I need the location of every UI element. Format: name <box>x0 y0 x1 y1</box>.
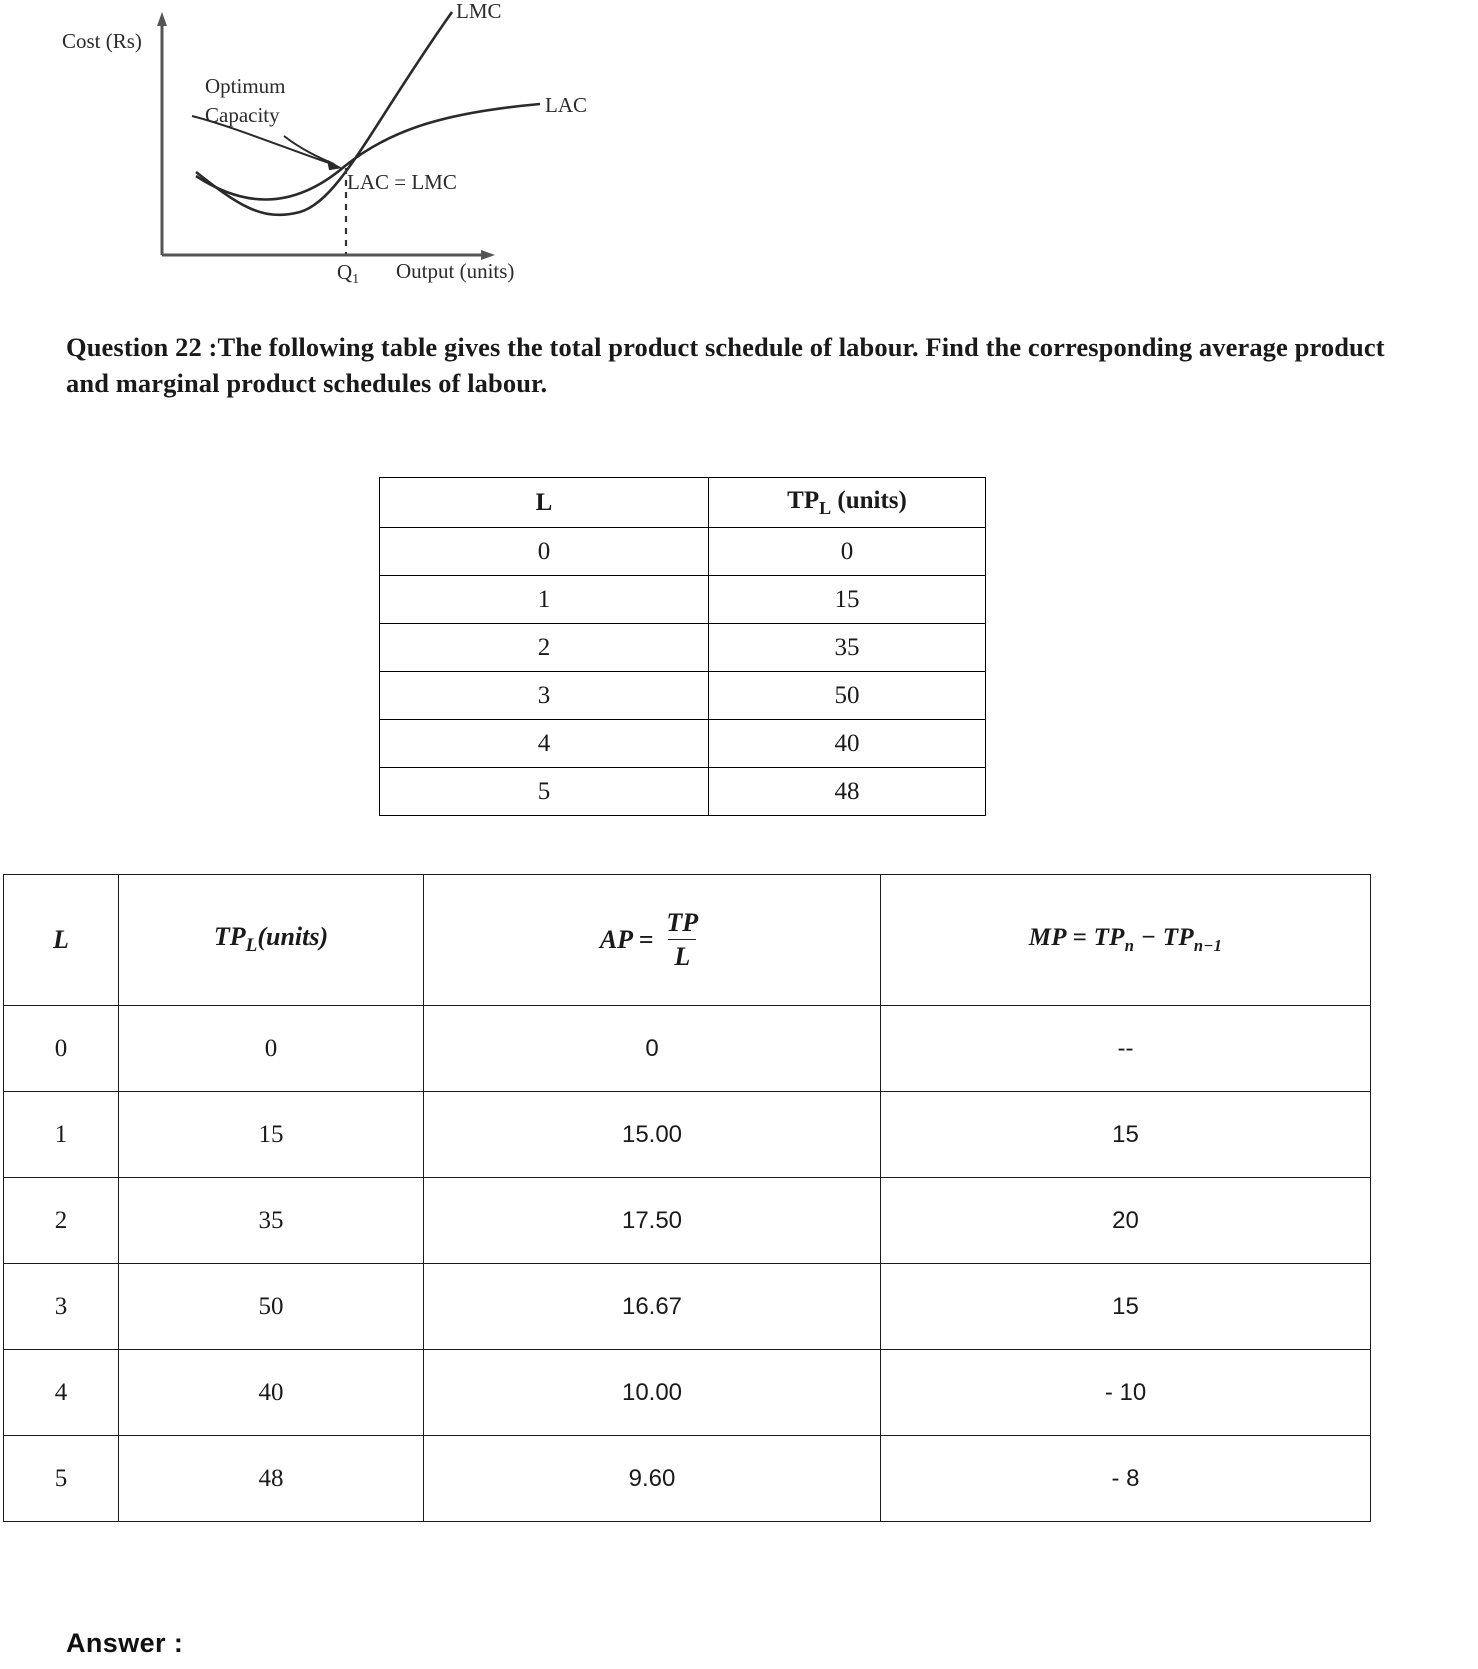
optimum-capacity-label-line2: Capacity <box>205 103 280 127</box>
table-header-row <box>380 478 986 528</box>
lmc-label: LMC <box>456 0 502 23</box>
cell-L: 2 <box>380 624 709 672</box>
cell-TP: 40 <box>709 720 986 768</box>
table2-header-TP <box>119 875 424 1006</box>
cell-L: 3 <box>4 1264 119 1350</box>
cell-MP: -- <box>881 1006 1371 1092</box>
cell-L: 5 <box>380 768 709 816</box>
cell-L: 1 <box>4 1092 119 1178</box>
total-product-table-wrapper <box>379 477 985 816</box>
mp-part1: MP = TP <box>1028 924 1125 951</box>
table-row <box>380 672 986 720</box>
table-row <box>4 1006 1371 1092</box>
y-axis-label: Cost (Rs) <box>62 29 142 53</box>
cell-TP: 35 <box>119 1178 424 1264</box>
ap-fraction <box>660 909 704 971</box>
tp-text: TP <box>787 486 820 514</box>
tp-units-text: (units) <box>257 922 329 952</box>
cell-TP: 48 <box>709 768 986 816</box>
cell-TP: 35 <box>709 624 986 672</box>
cell-AP: 17.50 <box>424 1178 881 1264</box>
table2-header-AP-formula <box>424 875 881 1006</box>
cost-curve-figure <box>0 0 640 300</box>
total-product-table <box>379 477 986 816</box>
cell-AP: 10.00 <box>424 1350 881 1436</box>
cell-TP: 40 <box>119 1350 424 1436</box>
table-row <box>4 1092 1371 1178</box>
cell-TP: 50 <box>119 1264 424 1350</box>
cell-L: 0 <box>4 1006 119 1092</box>
table-row <box>4 1436 1371 1522</box>
cell-MP: 15 <box>881 1092 1371 1178</box>
question-text: The following table gives the total product schedule of labour. Find the corresponding average product and marginal product schedules of labour. <box>66 332 1385 398</box>
table-header-row <box>4 875 1371 1006</box>
x-axis-label: Output (units) <box>396 259 515 283</box>
cell-MP: - 8 <box>881 1436 1371 1522</box>
cell-MP: 15 <box>881 1264 1371 1350</box>
table-row <box>4 1264 1371 1350</box>
table-row <box>380 576 986 624</box>
ap-denominator: L <box>668 939 696 971</box>
axes <box>157 12 495 260</box>
cell-TP: 0 <box>709 528 986 576</box>
cell-MP: - 10 <box>881 1350 1371 1436</box>
table2-header-MP-formula <box>881 875 1371 1006</box>
ap-numerator: TP <box>666 907 699 937</box>
cell-MP: 20 <box>881 1178 1371 1264</box>
cell-TP: 0 <box>119 1006 424 1092</box>
table-row <box>380 720 986 768</box>
ap-lhs: AP = <box>599 925 654 954</box>
cell-AP: 15.00 <box>424 1092 881 1178</box>
mp-formula <box>1028 924 1223 955</box>
cell-L: 1 <box>380 576 709 624</box>
cell-TP: 15 <box>119 1092 424 1178</box>
tp-subscript: L <box>819 497 832 518</box>
cell-L: 2 <box>4 1178 119 1264</box>
table-row <box>4 1178 1371 1264</box>
question-number: Question 22 : <box>66 332 218 362</box>
table1-header-TP <box>709 478 986 528</box>
cell-TP: 15 <box>709 576 986 624</box>
cell-L: 0 <box>380 528 709 576</box>
table-row <box>4 1350 1371 1436</box>
mp-subscript-n-minus-1: n−1 <box>1193 936 1223 955</box>
lac-equals-lmc-label: LAC = LMC <box>347 170 457 194</box>
cell-L: 4 <box>4 1350 119 1436</box>
lac-label: LAC <box>545 93 587 117</box>
cell-TP: 50 <box>709 672 986 720</box>
table-row <box>380 768 986 816</box>
cell-L: 3 <box>380 672 709 720</box>
q1-tick-label: Q1 <box>337 260 360 287</box>
optimum-capacity-label-line1: Optimum <box>205 74 286 98</box>
cell-TP: 48 <box>119 1436 424 1522</box>
tp-text: TP <box>213 922 246 952</box>
table1-body <box>380 528 986 816</box>
table2-body <box>4 1006 1371 1522</box>
table1-header-L: L <box>380 478 709 528</box>
cell-L: 5 <box>4 1436 119 1522</box>
cost-curve-svg <box>0 0 640 300</box>
cell-AP: 16.67 <box>424 1264 881 1350</box>
table-row <box>380 624 986 672</box>
tp-subscript: L <box>245 935 258 957</box>
tp-units-text: (units) <box>831 486 907 514</box>
table2-header-L: L <box>4 875 119 1006</box>
cell-AP: 0 <box>424 1006 881 1092</box>
table-row <box>380 528 986 576</box>
cell-L: 4 <box>380 720 709 768</box>
cell-AP: 9.60 <box>424 1436 881 1522</box>
mp-subscript-n: n <box>1124 936 1135 955</box>
answer-label: Answer : <box>66 1628 184 1658</box>
ap-mp-table <box>3 874 1371 1522</box>
question-paragraph <box>66 330 1396 401</box>
ap-mp-table-wrapper <box>3 874 1370 1522</box>
ap-formula <box>600 909 704 971</box>
mp-part2: − TP <box>1134 924 1194 951</box>
